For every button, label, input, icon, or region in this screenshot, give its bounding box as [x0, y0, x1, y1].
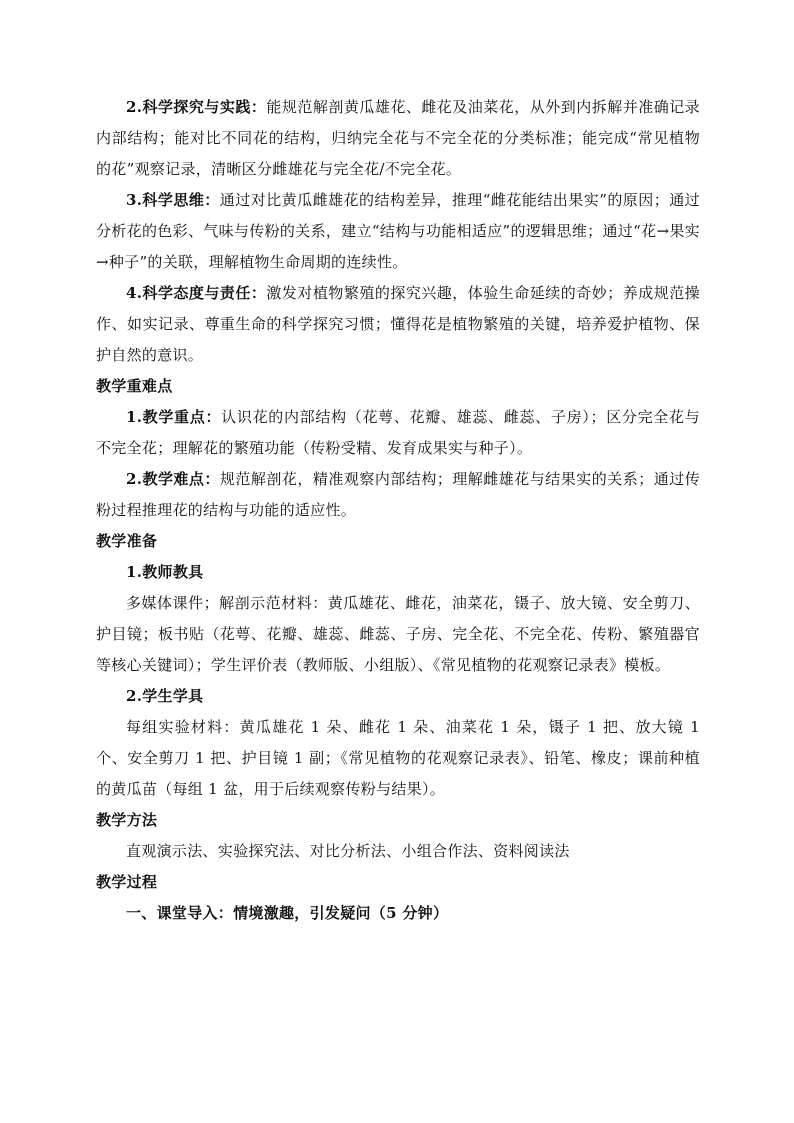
- key-point-text: 规范解剖花，精准观察内部结构；理解雌雄花与结果实的关系；通过传粉过程推理花的结构与功能的适应性。: [96, 470, 700, 519]
- objective-label: 4.科学态度与责任：: [126, 284, 267, 302]
- objective-paragraph: [96, 92, 700, 185]
- objective-label: 2.科学探究与实践：: [126, 98, 267, 116]
- section-heading-key-points: 教学重难点: [96, 377, 173, 395]
- section-heading-process: 教学过程: [96, 873, 158, 891]
- process-first-section: 一、课堂导入：情境激趣，引发疑问（5 分钟）: [126, 904, 449, 922]
- objective-text: 通过对比黄瓜雌雄花的结构差异，推理“雌花能结出果实”的原因；通过分析花的色彩、气味与传粉的关系，建立“结构与功能相适应”的逻辑思维；通过“花→果实→种子”的关联，理解植物生命周期的连续性。: [96, 191, 700, 271]
- objective-text: 激发对植物繁殖的探究兴趣，体验生命延续的奇妙；养成规范操作、如实记录、尊重生命的科学探究习惯；懂得花是植物繁殖的关键，培养爱护植物、保护自然的意识。: [96, 284, 700, 364]
- key-point-paragraph: [96, 464, 700, 526]
- objective-label: 3.科学思维：: [126, 191, 220, 209]
- key-point-label: 1.教学重点：: [126, 408, 222, 426]
- student-tools-text: 每组实验材料：黄瓜雄花 1 朵、雌花 1 朵、油菜花 1 朵，镊子 1 把、放大镜 1 个、安全剪刀 1 把、护目镜 1 副；《常见植物的花观察记录表》、铅笔、橡皮；课前种植的黄瓜苗（每组 1 盆，用于后续观察传粉与结果）。: [96, 718, 700, 798]
- methods-text: 直观演示法、实验探究法、对比分析法、小组合作法、资料阅读法: [126, 842, 570, 860]
- objective-paragraph: [96, 185, 700, 278]
- student-tools-title: 2.学生学具: [126, 687, 204, 705]
- teacher-tools-text: 多媒体课件；解剖示范材料：黄瓜雄花、雌花，油菜花，镊子、放大镜、安全剪刀、护目镜；板书贴（花萼、花瓣、雄蕊、雌蕊、子房、完全花、不完全花、传粉、繁殖器官等核心关键词）；学生评价表（教师版、小组版）、《常见植物的花观察记录表》模板。: [96, 594, 700, 674]
- objective-paragraph: [96, 278, 700, 371]
- key-point-paragraph: [96, 402, 700, 464]
- document-body: [96, 92, 700, 929]
- key-point-label: 2.教学难点：: [126, 470, 220, 488]
- section-heading-preparation: 教学准备: [96, 532, 158, 550]
- objective-text: 能规范解剖黄瓜雄花、雌花及油菜花，从外到内拆解并准确记录内部结构；能对比不同花的结构，归纳完全花与不完全花的分类标准；能完成“常见植物的花”观察记录，清晰区分雌雄花与完全花/不完全花。: [96, 98, 700, 178]
- key-point-text: 认识花的内部结构（花萼、花瓣、雄蕊、雌蕊、子房）；区分完全花与不完全花；理解花的繁殖功能（传粉受精、发育成果实与种子）。: [96, 408, 700, 457]
- section-heading-methods: 教学方法: [96, 811, 158, 829]
- teacher-tools-title: 1.教师教具: [126, 563, 204, 581]
